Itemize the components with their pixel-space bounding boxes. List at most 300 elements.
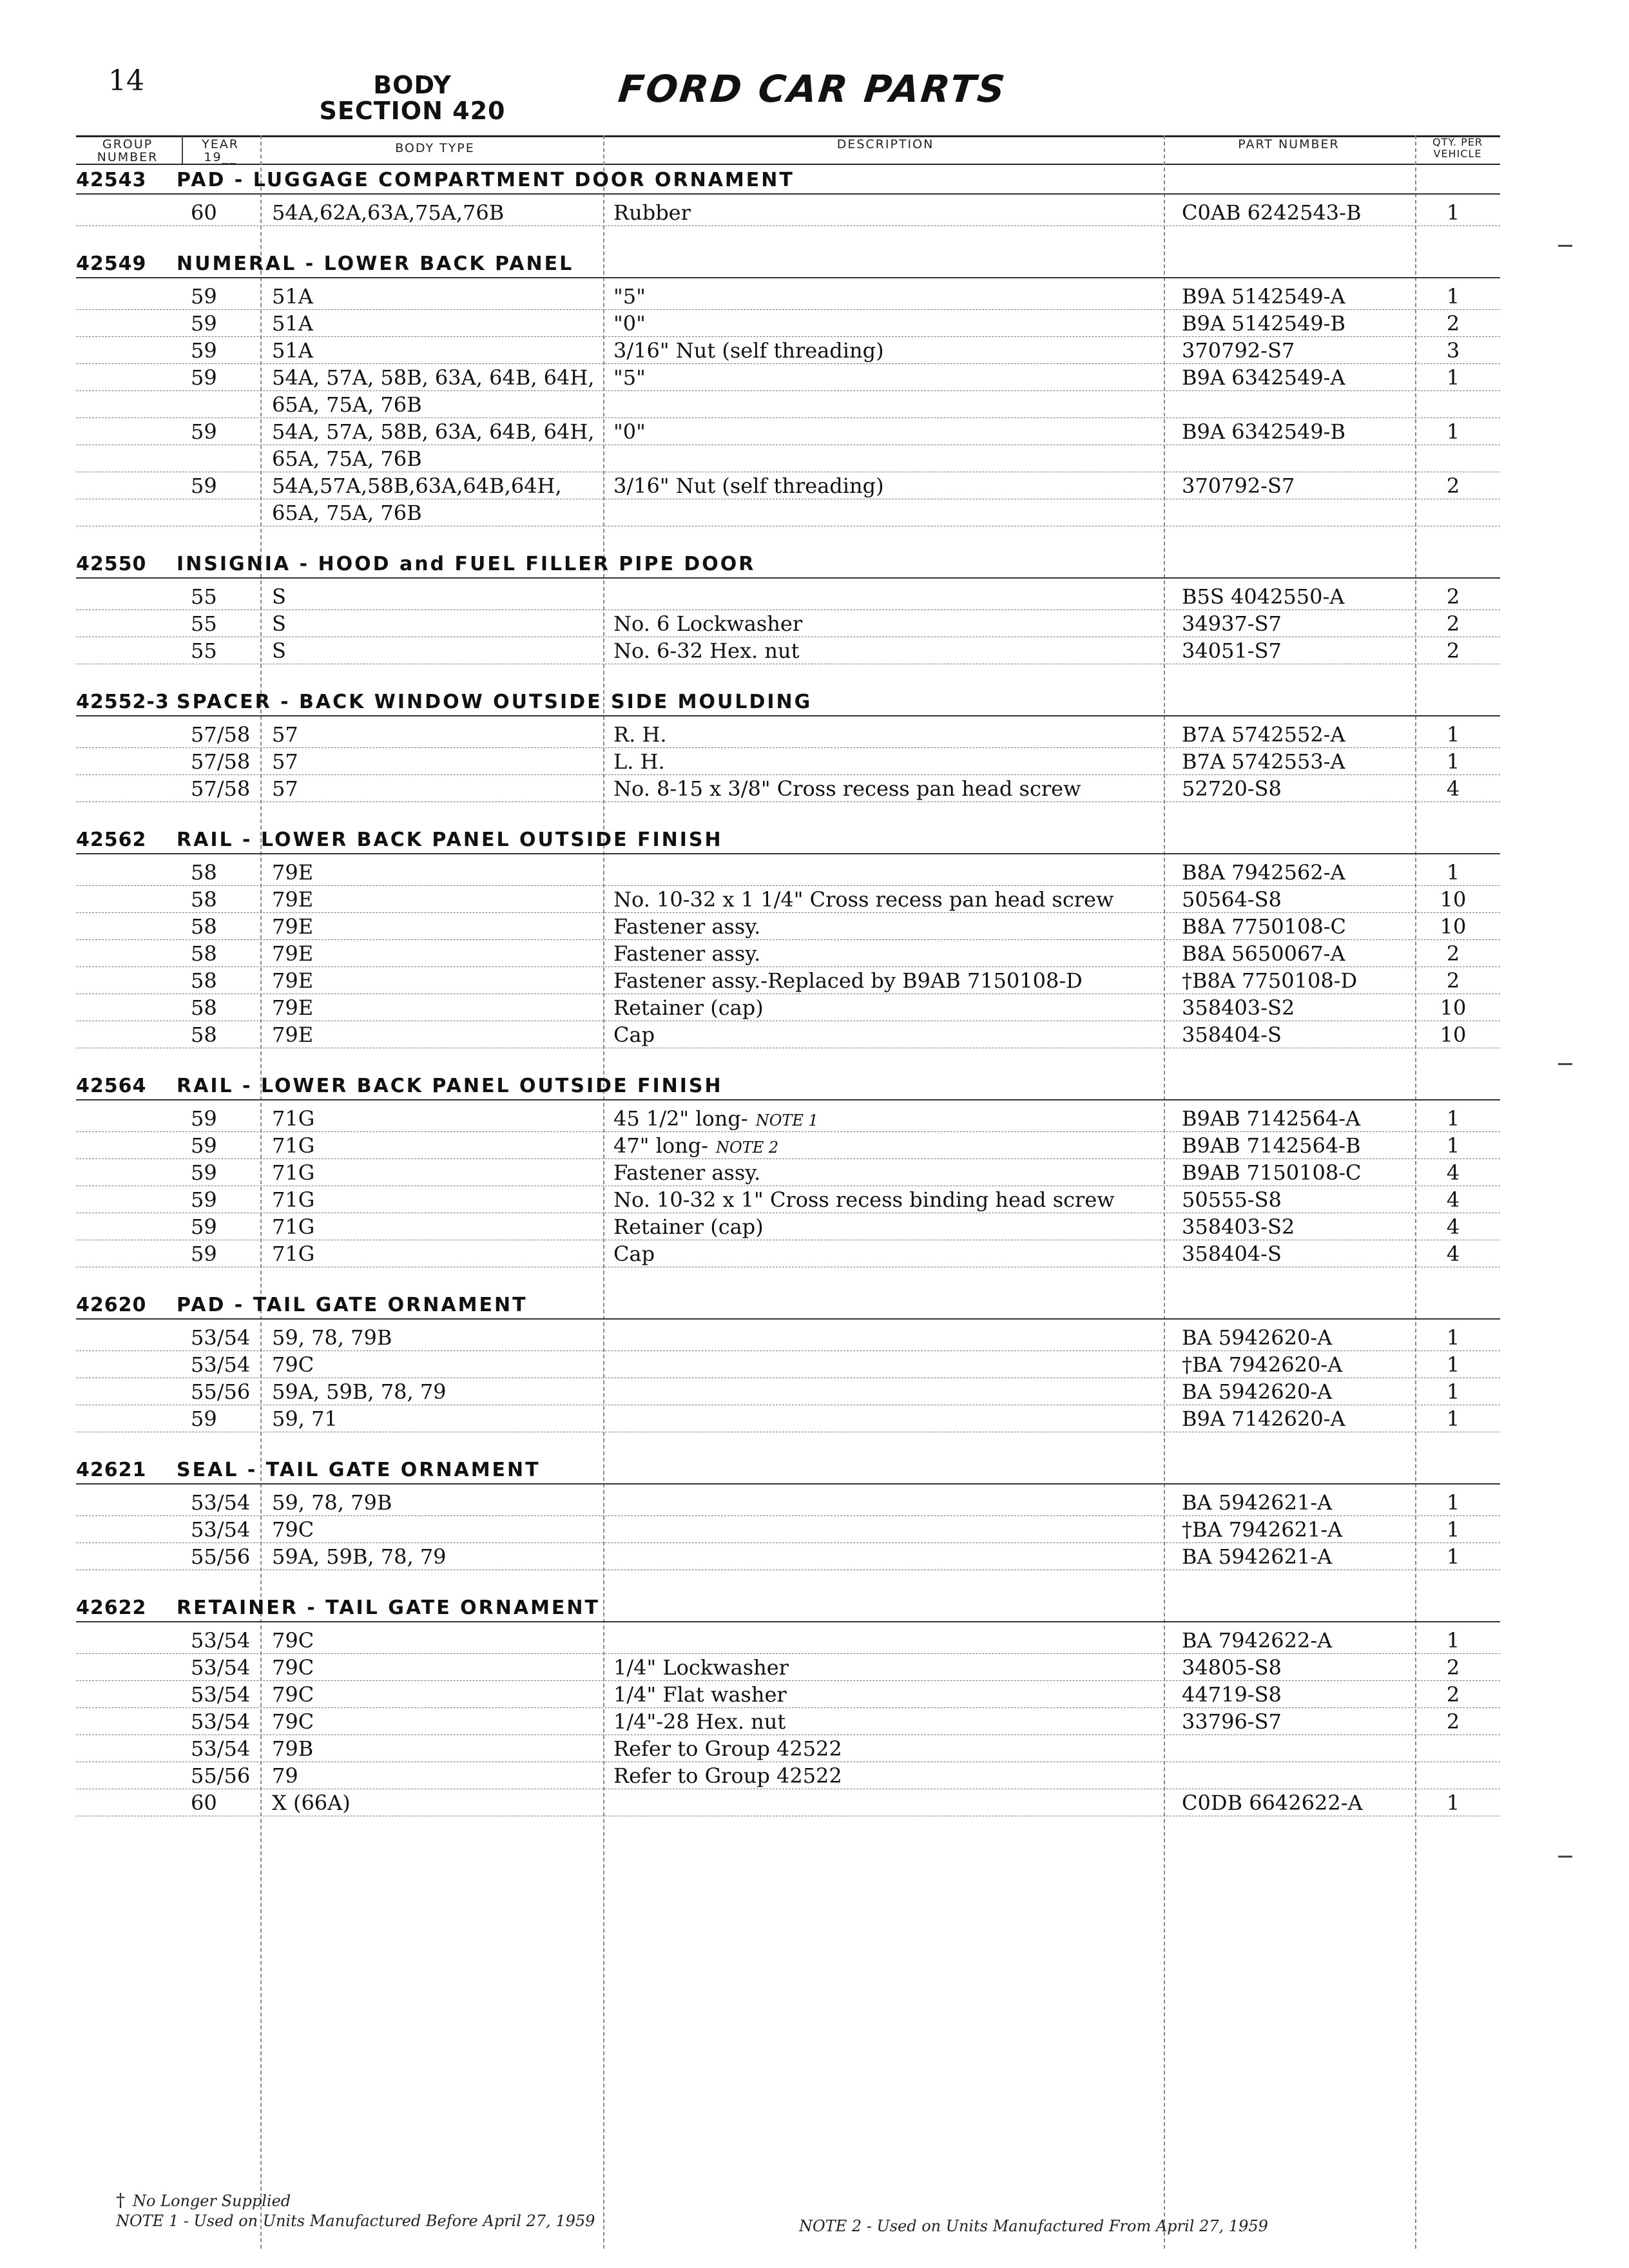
description-text: Retainer (cap) [613,1215,764,1239]
year-cell: 58 [191,914,217,939]
description-cell [613,419,646,445]
group-heading [76,169,1500,192]
qty-cell: 10 [1440,1023,1467,1047]
part-number-cell: B9AB 7142564-B [1182,1133,1361,1158]
description-cell [613,968,1083,994]
year-cell: 59 [191,284,217,309]
part-number-cell: C0DB 6642622-A [1182,1791,1363,1815]
description-cell [613,776,1081,802]
qty-cell: 2 [1446,584,1460,609]
part-number-cell: †B8A 7750108-D [1182,968,1358,993]
col-head-qty [1415,137,1500,160]
qty-cell: 2 [1446,474,1460,498]
row-rule [76,390,1500,391]
year-cell: 55/56 [191,1544,251,1569]
description-text: L. H. [613,749,665,774]
year-cell: 58 [191,860,217,885]
body-type-cell: 57 [272,749,298,774]
year-cell: 59 [191,1215,217,1239]
year-cell: 53/54 [191,1517,251,1542]
qty-cell: 2 [1446,941,1460,966]
description-cell [613,1709,786,1735]
part-number-cell: †BA 7942621-A [1182,1517,1343,1542]
year-cell: 59 [191,311,217,336]
margin-mark [1558,245,1572,247]
description-cell [613,338,884,363]
group-rule [76,1099,1500,1100]
group-number: 42622 [76,1597,147,1619]
group-title: INSIGNIA - HOOD and FUEL FILLER PIPE DOOR [177,553,756,575]
description-text: 1/4" Lockwasher [613,1655,789,1680]
table-row [76,284,1500,309]
year-cell: 55 [191,639,217,663]
part-number-cell: BA 5942621-A [1182,1490,1333,1515]
part-number-cell: B7A 5742552-A [1182,722,1345,747]
qty-cell: 1 [1446,860,1460,885]
year-cell: 58 [191,887,217,912]
part-number-cell: C0AB 6242543-B [1182,200,1362,225]
year-cell: 53/54 [191,1490,251,1515]
row-rule [76,1653,1500,1654]
table-row [76,392,1500,418]
year-cell: 58 [191,995,217,1020]
description-text: Refer to Group 42522 [613,1763,842,1788]
row-rule [76,774,1500,775]
description-text: No. 10-32 x 1" Cross recess binding head screw [613,1187,1115,1212]
part-number-cell: 34937-S7 [1182,611,1282,636]
description-text: Refer to Group 42522 [613,1736,842,1761]
section-line-2: SECTION 420 [319,97,506,125]
row-rule [76,309,1500,310]
qty-cell: 4 [1446,776,1460,801]
table-row [76,941,1500,966]
description-text: 1/4"-28 Hex. nut [613,1709,786,1734]
description-cell [613,1655,789,1680]
part-number-cell: 358403-S2 [1182,1215,1295,1239]
qty-cell: 2 [1446,611,1460,636]
description-text: No. 8-15 x 3/8" Cross recess pan head screw [613,776,1081,801]
group-number: 42549 [76,253,147,275]
body-type-cell: 79E [272,968,314,993]
qty-cell: 1 [1446,749,1460,774]
body-type-cell: 79B [272,1736,314,1761]
body-type-cell: 79E [272,1023,314,1047]
group-heading [76,1459,1500,1482]
group-rule [76,1483,1500,1485]
col-sep-year [182,135,183,164]
part-number-cell: B5S 4042550-A [1182,584,1345,609]
body-type-cell: 71G [272,1242,315,1266]
body-type-cell: 59, 78, 79B [272,1490,392,1515]
note-reference: NOTE 1 [755,1111,818,1129]
part-number-cell: 33796-S7 [1182,1709,1282,1734]
description-text: R. H. [613,722,667,747]
year-cell: 59 [191,1160,217,1185]
body-type-cell: 57 [272,722,298,747]
table-row [76,776,1500,802]
body-type-cell: 59, 71 [272,1407,338,1431]
description-text: Cap [613,1242,655,1266]
col-head-year [182,138,259,164]
table-row [76,722,1500,747]
table-row [76,311,1500,336]
group-heading [76,1075,1500,1098]
qty-cell: 2 [1446,639,1460,663]
year-cell: 55/56 [191,1379,251,1404]
part-number-cell: 358404-S [1182,1023,1282,1047]
group-number: 42620 [76,1294,147,1316]
year-cell: 53/54 [191,1682,251,1707]
year-cell: 58 [191,1023,217,1047]
table-row [76,365,1500,390]
description-cell [613,1682,787,1707]
year-cell: 59 [191,338,217,363]
body-type-cell: 79 [272,1763,298,1788]
body-type-cell: S [272,639,286,663]
qty-cell: 1 [1446,722,1460,747]
year-cell: 58 [191,968,217,993]
description-text: Fastener assy. [613,1160,761,1185]
col-head-body-type: BODY TYPE [395,141,475,155]
row-rule [76,1707,1500,1708]
body-type-cell: 79C [272,1709,314,1734]
col-head-qty-line2: VEHICLE [1433,148,1482,160]
table-row [76,1160,1500,1186]
description-cell [613,200,691,226]
row-rule [76,747,1500,748]
body-type-cell: 51A [272,338,313,363]
qty-cell: 1 [1446,419,1460,444]
description-text: Fastener assy. [613,941,761,966]
part-number-cell: 52720-S8 [1182,776,1282,801]
year-cell: 58 [191,941,217,966]
year-cell: 59 [191,365,217,390]
qty-cell: 1 [1446,284,1460,309]
body-type-cell: 79C [272,1655,314,1680]
description-cell [613,1133,778,1160]
description-cell [613,749,665,774]
margin-mark [1558,1063,1572,1065]
body-type-cell: 59, 78, 79B [272,1325,392,1350]
table-row [76,887,1500,912]
group-title: PAD - LUGGAGE COMPARTMENT DOOR ORNAMENT [177,169,795,191]
body-type-cell: 54A,62A,63A,75A,76B [272,200,505,225]
table-row [76,1022,1500,1048]
part-number-cell: 34051-S7 [1182,639,1282,663]
year-cell: 53/54 [191,1352,251,1377]
body-type-cell: 51A [272,284,313,309]
body-type-cell: 51A [272,311,313,336]
dagger-symbol: † [116,2189,125,2211]
group-number: 42543 [76,169,147,191]
body-type-cell: S [272,584,286,609]
qty-cell: 10 [1440,887,1467,912]
table-row [76,338,1500,363]
qty-cell: 1 [1446,200,1460,225]
group-rule [76,853,1500,854]
year-cell: 57/58 [191,722,251,747]
part-number-cell: B9A 6342549-A [1182,365,1345,390]
group-number: 42564 [76,1075,147,1097]
description-cell [613,284,646,309]
group-title: PAD - TAIL GATE ORNAMENT [177,1294,528,1316]
table-row [76,1241,1500,1267]
qty-cell: 4 [1446,1187,1460,1212]
table-row [76,500,1500,526]
year-cell: 59 [191,1133,217,1158]
description-cell [613,611,802,637]
row-rule [76,966,1500,967]
body-type-cell: 79C [272,1628,314,1653]
table-row [76,914,1500,939]
year-cell: 53/54 [191,1655,251,1680]
group-title: RAIL - LOWER BACK PANEL OUTSIDE FINISH [177,829,723,851]
table-row [76,473,1500,499]
group-heading [76,1294,1500,1317]
table-row [76,1790,1500,1816]
col-head-year-line1: YEAR [202,137,239,151]
body-type-cell: 79E [272,860,314,885]
qty-cell: 1 [1446,1791,1460,1815]
body-type-cell: 79C [272,1352,314,1377]
group-heading [76,691,1500,714]
body-type-cell: 59A, 59B, 78, 79 [272,1544,447,1569]
description-text: Cap [613,1023,655,1047]
col-head-group [76,138,179,164]
row-rule [76,1350,1500,1351]
row-rule [76,1680,1500,1681]
description-text: 47" long- [613,1133,709,1158]
description-cell [613,365,646,390]
part-number-cell: B9A 5142549-A [1182,284,1345,309]
year-cell: 59 [191,419,217,444]
body-type-cell: 71G [272,1160,315,1185]
table-row [76,1736,1500,1762]
part-number-cell: B9A 5142549-B [1182,311,1345,336]
description-text: "5" [613,284,646,309]
description-text: 3/16" Nut (self threading) [613,474,884,498]
margin-mark [1558,1856,1572,1858]
group-number: 42552-3 [76,691,169,713]
qty-cell: 2 [1446,1682,1460,1707]
qty-cell: 2 [1446,968,1460,993]
year-cell: 59 [191,1106,217,1131]
description-text: No. 6-32 Hex. nut [613,639,800,663]
body-type-cell: 71G [272,1133,315,1158]
body-type-cell: 79E [272,995,314,1020]
group-number: 42562 [76,829,147,851]
year-cell: 59 [191,1187,217,1212]
description-cell [613,1241,655,1267]
table-row [76,419,1500,445]
description-text: 45 1/2" long- [613,1106,748,1131]
body-type-cell: 54A,57A,58B,63A,64B,64H, [272,474,562,498]
page-number: 14 [108,64,144,97]
part-number-cell: 358404-S [1182,1242,1282,1266]
body-type-cell: 71G [272,1215,315,1239]
description-text: Fastener assy. [613,914,761,939]
part-number-cell: 50555-S8 [1182,1187,1282,1212]
table-row [76,584,1500,610]
row-rule [76,1131,1500,1132]
col-head-qty-line1: QTY. PER [1432,136,1483,148]
group-rule [76,577,1500,579]
group-rule [76,1318,1500,1320]
qty-cell: 1 [1446,1106,1460,1131]
part-number-cell: BA 5942620-A [1182,1325,1333,1350]
table-row [76,1379,1500,1405]
body-type-cell: 79E [272,887,314,912]
description-text: No. 6 Lockwasher [613,611,803,636]
year-cell: 59 [191,1242,217,1266]
description-cell [613,1160,760,1186]
table-row [76,1352,1500,1378]
part-number-cell: B8A 5650067-A [1182,941,1345,966]
body-type-cell: 79E [272,941,314,966]
description-text: "5" [613,365,646,390]
qty-cell: 1 [1446,1544,1460,1569]
header-bottom-rule [76,164,1500,165]
year-cell: 55 [191,584,217,609]
part-number-cell: 44719-S8 [1182,1682,1282,1707]
row-rule [76,1542,1500,1543]
description-text: 1/4" Flat washer [613,1682,787,1707]
table-row [76,1133,1500,1158]
table-row [76,638,1500,664]
year-cell: 57/58 [191,776,251,801]
body-type-cell: 57 [272,776,298,801]
qty-cell: 1 [1446,1407,1460,1431]
group-number: 42550 [76,553,147,575]
description-cell [613,914,760,939]
part-number-cell: 370792-S7 [1182,338,1295,363]
col-head-part-number: PART NUMBER [1238,137,1340,151]
description-cell [613,1736,842,1762]
description-text: Retainer (cap) [613,995,764,1020]
description-cell [613,1214,764,1240]
table-row [76,1187,1500,1213]
row-rule [76,939,1500,940]
table-row [76,446,1500,472]
year-cell: 53/54 [191,1325,251,1350]
group-title: SEAL - TAIL GATE ORNAMENT [177,1459,541,1481]
table-row [76,860,1500,885]
footnote-note-1: NOTE 1 - Used on Units Manufactured Before April 27, 1959 [116,2212,595,2230]
table-row [76,749,1500,774]
description-text: Fastener assy.-Replaced by B9AB 7150108-D [613,968,1083,993]
group-title: SPACER - BACK WINDOW OUTSIDE SIDE MOULDING [177,691,813,713]
qty-cell: 1 [1446,1325,1460,1350]
footnote-dagger [116,2191,291,2211]
col-head-group-line1: GROUP [102,137,153,151]
year-cell: 57/58 [191,749,251,774]
table-row [76,1763,1500,1789]
col-head-description: DESCRIPTION [836,137,934,151]
description-text: Rubber [613,200,691,225]
table-row [76,1682,1500,1707]
description-cell [613,722,667,747]
description-cell [613,1106,818,1133]
part-number-cell: BA 5942621-A [1182,1544,1333,1569]
qty-cell: 1 [1446,1517,1460,1542]
qty-cell: 1 [1446,1352,1460,1377]
body-type-cell: 79E [272,914,314,939]
group-title: RETAINER - TAIL GATE ORNAMENT [177,1597,600,1619]
note-reference: NOTE 2 [716,1139,779,1157]
col-head-group-line2: NUMBER [97,150,159,164]
part-number-cell: B9AB 7142564-A [1182,1106,1361,1131]
row-rule [76,912,1500,913]
qty-cell: 2 [1446,1709,1460,1734]
body-type-cell: 79C [272,1517,314,1542]
table-row [76,1628,1500,1653]
part-number-cell: 50564-S8 [1182,887,1282,912]
qty-cell: 1 [1446,1490,1460,1515]
group-number: 42621 [76,1459,147,1481]
group-rule [76,1621,1500,1622]
year-cell: 55 [191,611,217,636]
qty-cell: 10 [1440,914,1467,939]
row-rule [76,363,1500,364]
qty-cell: 2 [1446,311,1460,336]
part-number-cell: BA 5942620-A [1182,1379,1333,1404]
group-rule [76,277,1500,278]
group-rule [76,715,1500,716]
year-cell: 53/54 [191,1736,251,1761]
table-row [76,1517,1500,1542]
description-cell [613,941,760,966]
group-rule [76,193,1500,195]
description-cell [613,1187,1115,1213]
qty-cell: 1 [1446,1133,1460,1158]
qty-cell: 4 [1446,1242,1460,1266]
col-head-year-line2: 19__ [204,150,237,164]
body-type-cell: 54A, 57A, 58B, 63A, 64B, 64H, [272,419,595,444]
table-row [76,1709,1500,1735]
year-cell: 55/56 [191,1763,251,1788]
year-cell: 53/54 [191,1709,251,1734]
body-type-cell: 71G [272,1106,315,1131]
year-cell: 60 [191,200,217,225]
group-title: NUMERAL - LOWER BACK PANEL [177,253,574,275]
description-cell [613,995,764,1021]
body-type-cell: X (66A) [272,1791,351,1815]
part-number-cell: †BA 7942620-A [1182,1352,1343,1377]
dagger-text: No Longer Supplied [133,2192,291,2210]
qty-cell: 4 [1446,1160,1460,1185]
part-number-cell: B9A 7142620-A [1182,1407,1345,1431]
table-row [76,1655,1500,1680]
table-row [76,1544,1500,1570]
group-title: RAIL - LOWER BACK PANEL OUTSIDE FINISH [177,1075,723,1097]
qty-cell: 2 [1446,1655,1460,1680]
description-cell [613,473,884,499]
table-row [76,200,1500,226]
section-line-1: BODY [373,71,452,99]
year-cell: 59 [191,1407,217,1431]
catalog-title: FORD CAR PARTS [616,67,1009,111]
body-type-cell: 71G [272,1187,315,1212]
description-text: "0" [613,311,646,336]
body-type-cell: 59A, 59B, 78, 79 [272,1379,447,1404]
table-row [76,1325,1500,1350]
group-heading [76,553,1500,576]
description-text: 3/16" Nut (self threading) [613,338,884,363]
body-type-cell: 79C [272,1682,314,1707]
table-row [76,1106,1500,1131]
qty-cell: 1 [1446,1379,1460,1404]
table-row [76,1214,1500,1240]
